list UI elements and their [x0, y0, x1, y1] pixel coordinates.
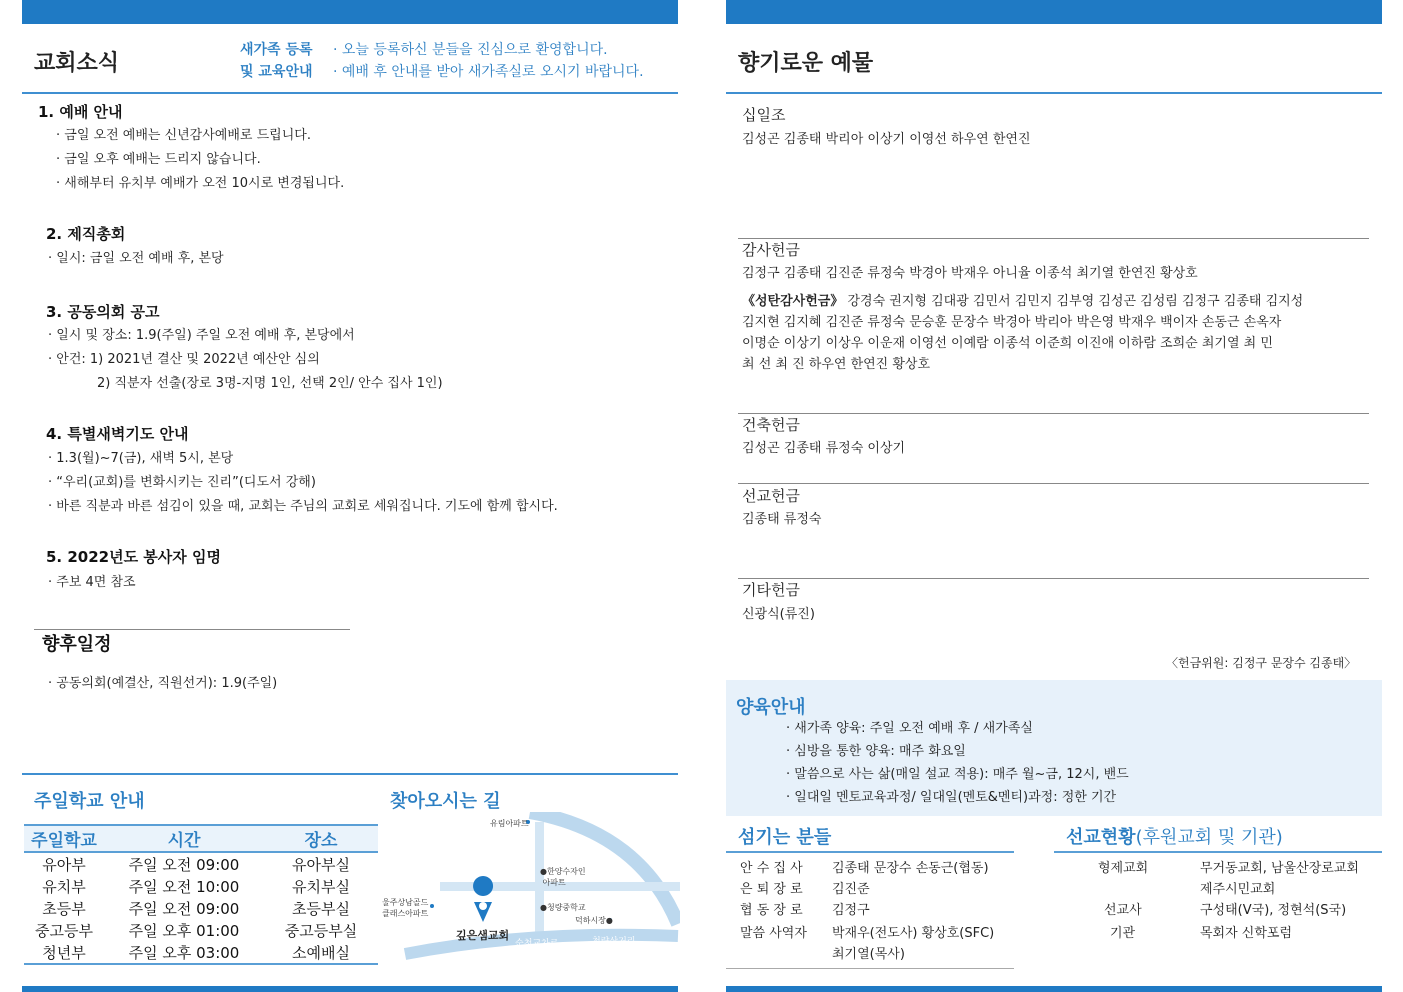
- servant-names: 김정구: [832, 903, 870, 918]
- section-heading: 4. 특별새벽기도 안내: [46, 425, 189, 443]
- servants-title: 섬기는 분들: [738, 827, 832, 848]
- section-heading: 3. 공동의회 공고: [46, 303, 160, 321]
- mission-title: [1066, 823, 1283, 849]
- school-rule: [22, 773, 678, 775]
- offering-names: 이명순 이상기 이상우 이운재 이영선 이예람 이종석 이준희 이진애 이하람 조희순 최기열 최 민: [742, 336, 1273, 351]
- offering-divider: [738, 483, 1369, 484]
- cell: 주일 오후 03:00: [128, 943, 240, 962]
- section-line: 2) 직분자 선출(장로 3명-지명 1인, 선택 2인/ 안수 집사 1인): [97, 376, 443, 391]
- cell: 소예배실: [292, 943, 350, 962]
- section-heading: 5. 2022년도 봉사자 임명: [46, 548, 221, 566]
- offering-label: 감사헌금: [742, 241, 800, 259]
- offering-names: 김종태 류정숙: [742, 512, 822, 527]
- offering-names: 김성곤 김종태 박리아 이상기 이영선 하우연 한연진: [742, 132, 1031, 147]
- mission-role: 선교사: [1104, 903, 1142, 918]
- cell: 청년부: [42, 943, 86, 962]
- table-row: [24, 941, 378, 964]
- section-line: · 금일 오전 예배는 신년감사예배로 드립니다.: [56, 128, 311, 143]
- school-table-header: [24, 825, 378, 852]
- section-heading: 1. 예배 안내: [38, 103, 123, 121]
- mission-title-sub: (후원교회 및 기관): [1135, 827, 1283, 848]
- servants-bottom-rule: [726, 968, 1014, 969]
- mission-names: 목회자 신학포럼: [1200, 926, 1293, 941]
- church-news-rule: [22, 92, 678, 94]
- cell: 중고등부: [35, 921, 93, 940]
- offering-divider: [738, 578, 1369, 579]
- mission-rule: [1054, 851, 1382, 853]
- nurture-line: · 심방을 통한 양육: 매주 화요일: [786, 744, 966, 759]
- church-marker-icon: [473, 876, 493, 922]
- servant-role: 안 수 집 사: [740, 861, 803, 876]
- mission-names: 무거동교회, 남울산장로교회: [1200, 861, 1359, 876]
- church-news-title: 교회소식: [34, 51, 120, 76]
- table-row: [24, 919, 378, 941]
- section-line: · 일시: 금일 오전 예배 후, 본당: [48, 251, 224, 266]
- offering-label: 기타헌금: [742, 581, 800, 599]
- map-label-road2: 청량삼거리: [592, 937, 636, 947]
- welcome-heading-2: 및 교육안내: [240, 64, 313, 80]
- section-line: · “우리(교회)를 변화시키는 진리”(디도서 강해): [48, 475, 316, 490]
- table-row: [24, 875, 378, 897]
- servant-names: 최기열(목사): [832, 947, 905, 962]
- section-line: · 주보 4면 참조: [48, 575, 136, 590]
- mission-title-main: 선교현황: [1066, 827, 1136, 848]
- section-line: · 일시 및 장소: 1.9(주일) 주일 오전 예배 후, 본당에서: [48, 328, 355, 343]
- map-label-church: 깊은샘교회: [456, 929, 510, 942]
- servant-names: 김종태 문장수 손동근(협동): [832, 861, 989, 876]
- map-label-apt2: ●한양수자인 아파트: [540, 867, 586, 887]
- cell: 유치부: [42, 877, 86, 896]
- nurture-line: · 일대일 멘토교육과정/ 일대일(멘토&멘티)과정: 정한 기간: [786, 790, 1117, 805]
- section-line: · 안건: 1) 2021년 결산 및 2022년 예산안 심의: [48, 352, 320, 367]
- nurture-line: · 새가족 양육: 주일 오전 예배 후 / 새가족실: [786, 721, 1033, 736]
- servant-role: 말씀 사역자: [740, 926, 807, 941]
- cell: 주일 오후 01:00: [128, 921, 240, 940]
- col-header: 장소: [264, 825, 378, 852]
- nurture-line: · 말씀으로 사는 삶(매일 설교 적용): 매주 월~금, 12시, 밴드: [786, 767, 1129, 782]
- cell: 주일 오전 09:00: [128, 899, 240, 918]
- offering-divider: [738, 238, 1369, 239]
- welcome-line-2: · 예배 후 안내를 받아 새가족실로 오시기 바랍니다.: [333, 64, 644, 80]
- offering-label: 십일조: [742, 106, 786, 124]
- col-header: 시간: [104, 825, 264, 852]
- offering-names: 최 선 최 진 하우연 한연진 황상호: [742, 357, 931, 372]
- upcoming-line: · 공동의회(예결산, 직원선거): 1.9(주일): [48, 676, 278, 691]
- left-top-bar: [22, 0, 678, 24]
- offering-names: 신광식(류진): [742, 607, 815, 622]
- school-table: [24, 824, 378, 965]
- col-header: 주일학교: [24, 825, 104, 852]
- servant-role: 은 퇴 장 로: [740, 882, 803, 897]
- offering-names: 김지현 김지혜 김진준 류정숙 문승훈 문장수 박경아 박리아 박은영 박재우 백이자 손동근 손옥자: [742, 315, 1282, 330]
- map-label-apt3: 울주상남골드 클래스아파트: [382, 898, 429, 918]
- cell: 초등부: [42, 899, 86, 918]
- right-top-bar: [726, 0, 1382, 24]
- cell: 초등부실: [292, 899, 350, 918]
- mission-names: 제주시민교회: [1200, 882, 1276, 897]
- welcome-line-1: · 오늘 등록하신 분들을 진심으로 환영합니다.: [333, 42, 608, 58]
- cell: 주일 오전 10:00: [128, 877, 240, 896]
- nurture-title: 양육안내: [736, 697, 806, 718]
- map-label-school: ●청량중학교: [540, 903, 586, 912]
- right-bottom-bar: [726, 986, 1382, 992]
- section-line: · 1.3(월)~7(금), 새벽 5시, 본당: [48, 451, 234, 466]
- servant-names: 김진준: [832, 882, 870, 897]
- cell: 유아부실: [292, 855, 350, 874]
- cell: 주일 오전 09:00: [128, 855, 240, 874]
- mission-names: 구성태(V국), 정현석(S국): [1200, 903, 1347, 918]
- section-heading: 2. 제직총회: [46, 225, 126, 243]
- offering-committee: 〈헌금위원: 김정구 문장수 김종태〉: [1166, 656, 1357, 670]
- map-label-apt1: 유림아파트: [490, 819, 529, 828]
- christmas-offering-label: 《성탄감사헌금》: [742, 294, 844, 309]
- offering-names: 김성곤 김종태 류정숙 이상기: [742, 441, 906, 456]
- school-title: 주일학교 안내: [34, 791, 145, 812]
- offering-names: 강경숙 권지형 김대광 김민서 김민지 김부영 김성곤 김성림 김정구 김종태 김지성: [847, 294, 1304, 309]
- cell: 유아부: [42, 855, 86, 874]
- upcoming-title: 향후일정: [42, 634, 112, 655]
- left-bottom-bar: [22, 986, 678, 992]
- servants-rule: [726, 851, 1014, 853]
- cell: 유치부실: [292, 877, 350, 896]
- offering-names: 김정구 김종태 김진준 류정숙 박경아 박재우 아니율 이종석 최기열 한연진 황상호: [742, 266, 1198, 281]
- map-label-road1: 순천교차로: [515, 939, 559, 949]
- mission-role: 기관: [1110, 926, 1136, 941]
- mission-role: 형제교회: [1098, 861, 1149, 876]
- map-dot: [430, 904, 434, 908]
- map-title: 찾아오시는 길: [390, 791, 501, 812]
- welcome-heading-1: 새가족 등록: [240, 42, 313, 58]
- offerings-rule: [726, 92, 1382, 94]
- table-row: [24, 852, 378, 875]
- table-row: [24, 897, 378, 919]
- cell: 중고등부실: [284, 921, 358, 940]
- section-line: · 새해부터 유치부 예배가 오전 10시로 변경됩니다.: [56, 176, 345, 191]
- servant-names: 박재우(전도사) 황상호(SFC): [832, 926, 995, 941]
- offerings-title: 향기로운 예물: [738, 51, 874, 76]
- offering-label: 건축헌금: [742, 416, 800, 434]
- servant-role: 협 동 장 로: [740, 903, 803, 918]
- offering-divider: [738, 413, 1369, 414]
- section-line: · 금일 오후 예배는 드리지 않습니다.: [56, 152, 261, 167]
- section-line: · 바른 직분과 바른 섬김이 있을 때, 교회는 주님의 교회로 세워집니다. 기도에 함께 합시다.: [48, 499, 558, 514]
- offering-label: 선교헌금: [742, 487, 800, 505]
- map-label-market: 덕하시장●: [575, 916, 613, 925]
